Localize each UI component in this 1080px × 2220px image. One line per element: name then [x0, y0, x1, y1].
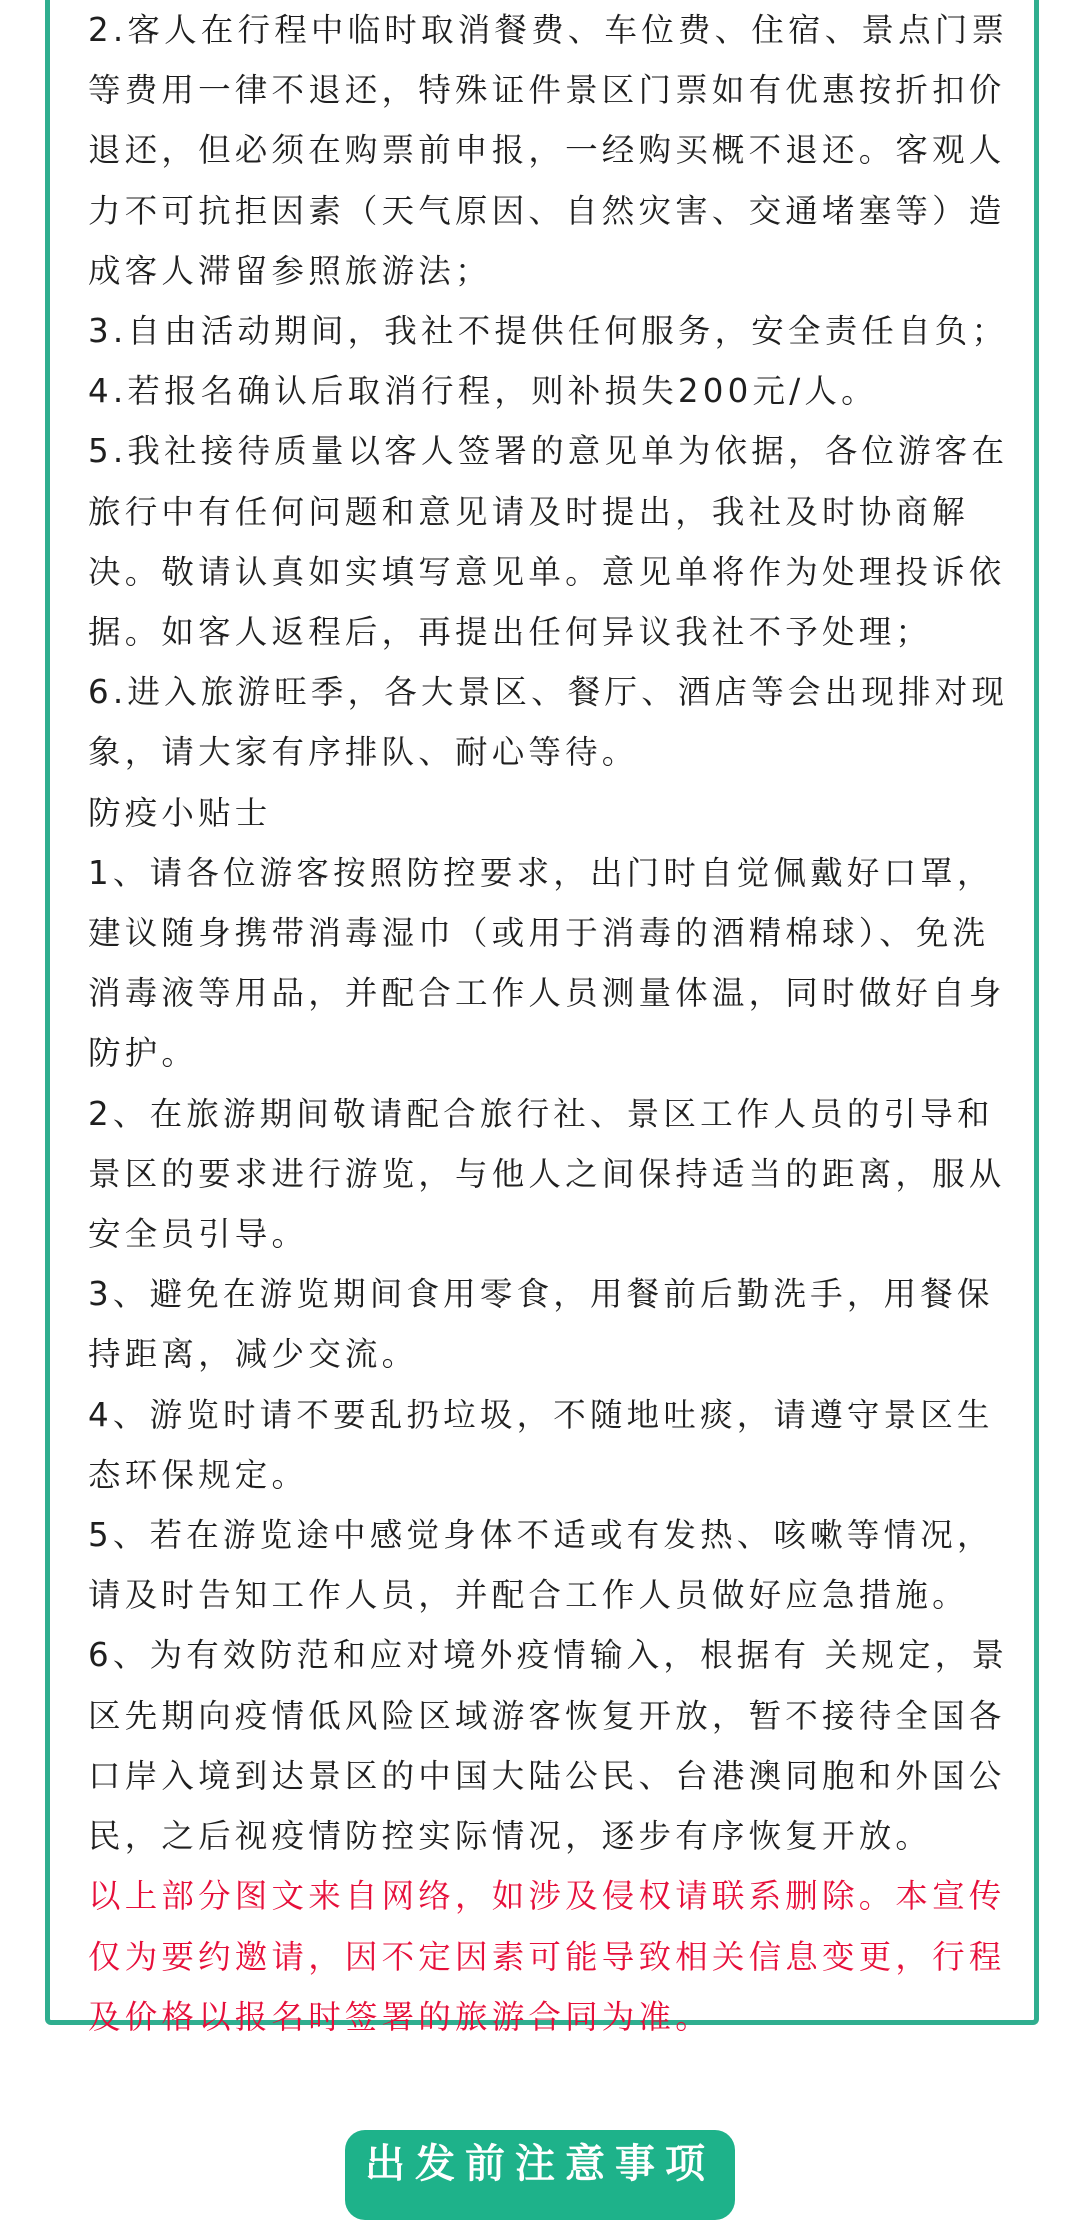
epidemic-tip: 6、为有效防范和应对境外疫情输入，根据有 关规定，景区先期向疫情低风险区域游客恢复开放，暂不接待全国各口岸入境到达景区的中国大陆公民、台港澳同胞和外国公民，之后视疫情防控实际情况，逐步有序恢复开放。: [88, 1636, 1009, 1856]
notice-text-body: [88, 0, 1018, 2047]
section-title-tab: 出发前注意事项: [345, 2130, 735, 2220]
notice-paragraph: 4.若报名确认后取消行程，则补损失200元/人。: [88, 372, 878, 411]
epidemic-tip: 2、在旅游期间敬请配合旅行社、景区工作人员的引导和景区的要求进行游览，与他人之间保持适当的距离，服从安全员引导。: [88, 1094, 1006, 1254]
notice-paragraph: 6.进入旅游旺季，各大景区、餐厅、酒店等会出现排对现象，请大家有序排队、耐心等待。: [88, 673, 1009, 772]
epidemic-tip: 5、若在游览途中感觉身体不适或有发热、咳嗽等情况，请及时告知工作人员，并配合工作人员做好应急措施。: [88, 1516, 994, 1615]
epidemic-tip: 1、请各位游客按照防控要求，出门时自觉佩戴好口罩，建议随身携带消毒湿巾（或用于消毒的酒精棉球）、免洗消毒液等用品，并配合工作人员测量体温，同时做好自身防护。: [88, 853, 1006, 1073]
epidemic-tip: 3、避免在游览期间食用零食，用餐前后勤洗手，用餐保持距离，减少交流。: [88, 1275, 994, 1374]
notice-paragraph: 3.自由活动期间，我社不提供任何服务，安全责任自负；: [88, 312, 1009, 351]
disclaimer-text: 以上部分图文来自网络，如涉及侵权请联系删除。本宣传仅为要约邀请，因不定因素可能导致相关信息变更，行程及价格以报名时签署的旅游合同为准。: [88, 1877, 1006, 2036]
epidemic-tips-heading: 防疫小贴士: [88, 793, 272, 832]
notice-paragraph: 5.我社接待质量以客人签署的意见单为依据，各位游客在旅行中有任何问题和意见请及时提出，我社及时协商解决。敬请认真如实填写意见单。意见单将作为处理投诉依据。如客人返程后，再提出任何异议我社不予处理；: [88, 432, 1009, 652]
notice-paragraph: 2.客人在行程中临时取消餐费、车位费、住宿、景点门票等费用一律不退还，特殊证件景区门票如有优惠按折扣价退还，但必须在购票前申报，一经购买概不退还。客观人力不可抗拒因素（天气原因、自然灾害、交通堵塞等）造成客人滞留参照旅游法；: [88, 11, 1009, 290]
epidemic-tip: 4、游览时请不要乱扔垃圾，不随地吐痰，请遵守景区生态环保规定。: [88, 1395, 994, 1494]
